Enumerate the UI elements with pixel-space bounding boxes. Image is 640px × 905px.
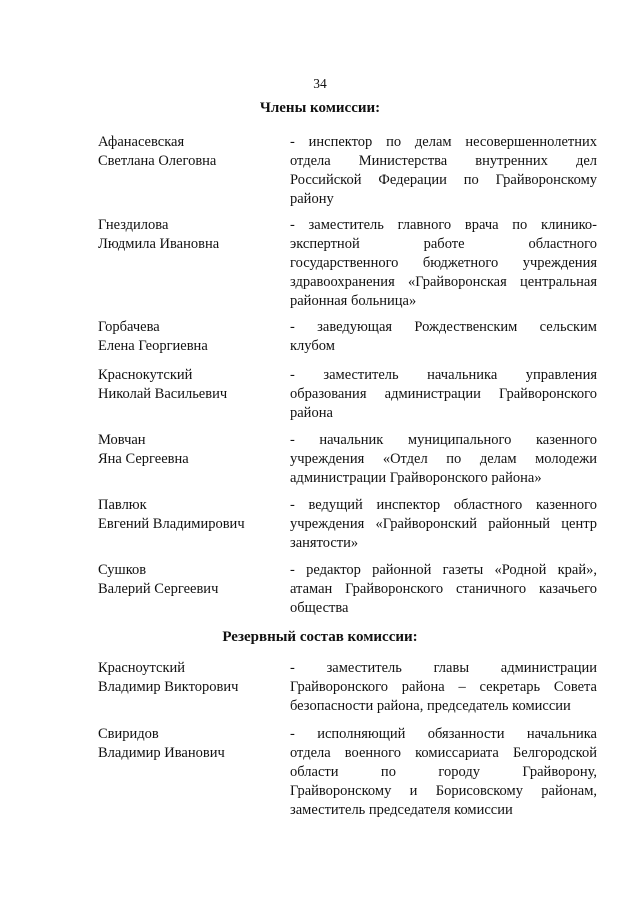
- member-duty: [290, 659, 597, 716]
- member-surname: Горбачева: [98, 319, 160, 335]
- member-surname: Афанасевская: [98, 134, 185, 150]
- member-given-names: Яна Сергеевна: [98, 451, 189, 467]
- duty-line: - заместитель главы администрации: [290, 660, 597, 676]
- member-given-names: Евгений Владимирович: [98, 516, 245, 532]
- duty-line: - заместитель начальника управления: [290, 367, 597, 383]
- member-given-names: Людмила Ивановна: [98, 236, 220, 252]
- member-surname: Павлюк: [98, 497, 147, 513]
- member-given-names: Владимир Викторович: [98, 679, 239, 695]
- duty-line: образования администрации Грайворонского: [290, 386, 597, 402]
- member-given-names: Владимир Иванович: [98, 745, 225, 761]
- member-name: [98, 133, 278, 171]
- duty-line: занятости»: [290, 535, 359, 551]
- duty-line: района: [290, 405, 333, 421]
- duty-line: Грайворонского района – секретарь Совета: [290, 679, 597, 695]
- member-given-names: Николай Васильевич: [98, 386, 228, 402]
- duty-line: - инспектор по делам несовершеннолетних: [290, 134, 597, 150]
- duty-line: учреждения «Отдел по делам молодежи: [290, 451, 597, 467]
- member-name: [98, 318, 278, 356]
- duty-line: отдела Министерства внутренних дел: [290, 153, 597, 169]
- page-number: 34: [313, 76, 327, 91]
- member-duty: [290, 216, 597, 311]
- duty-line: - начальник муниципального казенного: [290, 432, 597, 448]
- duty-line: учреждения «Грайворонский районный центр: [290, 516, 597, 532]
- member-duty: [290, 725, 597, 820]
- member-surname: Гнездилова: [98, 217, 169, 233]
- duty-line: здравоохранения «Грайворонская центральная: [290, 274, 597, 290]
- member-given-names: Валерий Сергеевич: [98, 581, 219, 597]
- reserve-heading: Резервный состав комиссии:: [222, 629, 418, 645]
- member-surname: Краснокутский: [98, 367, 193, 383]
- duty-line: району: [290, 191, 334, 207]
- member-name: [98, 496, 278, 534]
- member-duty: [290, 366, 597, 423]
- member-surname: Красноутский: [98, 660, 186, 676]
- duty-line: общества: [290, 600, 349, 616]
- duty-line: районная больница»: [290, 293, 417, 309]
- member-duty: [290, 318, 597, 356]
- duty-line: экспертной работе областного: [290, 236, 597, 252]
- duty-line: Российской Федерации по Грайворонскому: [290, 172, 597, 188]
- member-name: [98, 431, 278, 469]
- member-duty: [290, 133, 597, 209]
- duty-line: государственного бюджетного учреждения: [290, 255, 597, 271]
- duty-line: - редактор районной газеты «Родной край»,: [290, 562, 597, 578]
- member-given-names: Светлана Олеговна: [98, 153, 217, 169]
- member-name: [98, 216, 278, 254]
- duty-line: - заведующая Рождественским сельским: [290, 319, 597, 335]
- member-name: [98, 725, 278, 763]
- member-duty: [290, 561, 597, 618]
- member-surname: Свиридов: [98, 726, 159, 742]
- member-duty: [290, 496, 597, 553]
- member-name: [98, 659, 278, 697]
- duty-line: Грайворонскому и Борисовскому районам,: [290, 783, 597, 799]
- member-name: [98, 366, 278, 404]
- duty-line: заместитель председателя комиссии: [290, 802, 513, 818]
- duty-line: - исполняющий обязанности начальника: [290, 726, 597, 742]
- duty-line: атаман Грайворонского станичного казачьего: [290, 581, 597, 597]
- member-surname: Мовчан: [98, 432, 146, 448]
- duty-line: - ведущий инспектор областного казенного: [290, 497, 597, 513]
- member-given-names: Елена Георгиевна: [98, 338, 208, 354]
- duty-line: области по городу Грайворону,: [290, 764, 597, 780]
- member-surname: Сушков: [98, 562, 147, 578]
- members-heading: Члены комиссии:: [259, 100, 381, 116]
- member-duty: [290, 431, 597, 488]
- duty-line: отдела военного комиссариата Белгородской: [290, 745, 597, 761]
- member-name: [98, 561, 278, 599]
- duty-line: клубом: [290, 338, 335, 354]
- duty-line: безопасности района, председатель комиссии: [290, 698, 571, 714]
- duty-line: - заместитель главного врача по клинико-: [290, 217, 597, 233]
- duty-line: администрации Грайворонского района»: [290, 470, 542, 486]
